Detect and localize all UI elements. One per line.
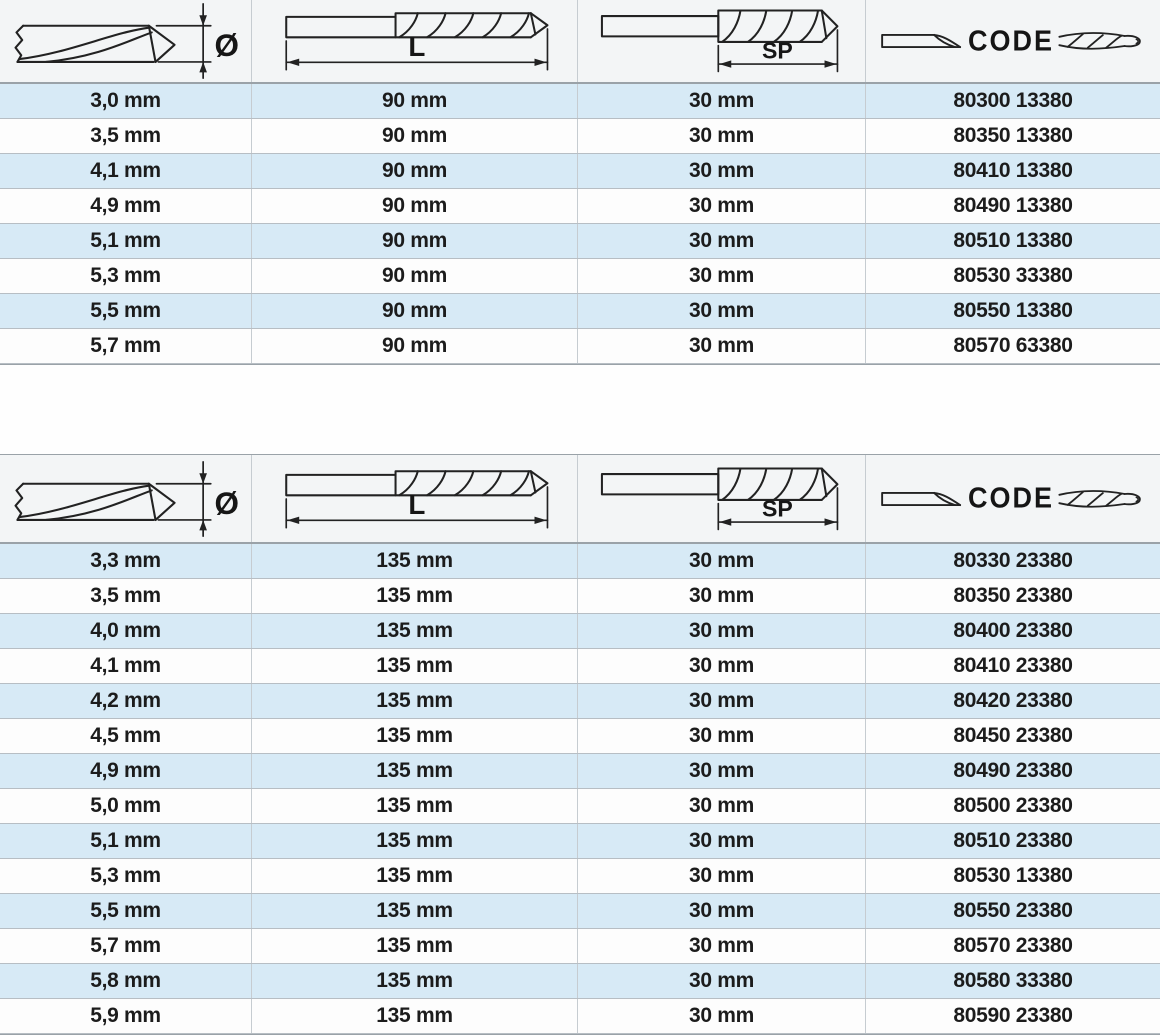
length-cell: 135 mm: [252, 579, 578, 613]
code-cell: 80400 23380: [953, 619, 1073, 642]
diameter-cell: 3,5 mm: [0, 579, 252, 613]
table-row: [0, 329, 1160, 364]
split-point-drill-icon: [589, 460, 855, 538]
code-cell: 80350 13380: [953, 124, 1073, 147]
column-header-length: [252, 455, 578, 542]
diameter-cell: 4,9 mm: [0, 189, 252, 223]
diameter-cell: 4,0 mm: [0, 614, 252, 648]
split-point-cell: 30 mm: [578, 154, 866, 188]
split-point-cell: 30 mm: [578, 859, 866, 893]
split-point-drill-icon: [589, 2, 855, 80]
code-cell: 80550 23380: [953, 899, 1073, 922]
split-point-cell: 30 mm: [578, 824, 866, 858]
column-header-length: [252, 0, 578, 82]
length-cell: 135 mm: [252, 894, 578, 928]
code-cell: 80590 23380: [953, 1004, 1073, 1027]
split-point-cell: 30 mm: [578, 119, 866, 153]
table-row: [0, 224, 1160, 259]
code-cell: 80490 23380: [953, 759, 1073, 782]
diameter-cell: 5,1 mm: [0, 824, 252, 858]
table-row: [0, 999, 1160, 1034]
split-point-cell: 30 mm: [578, 964, 866, 998]
drill-table-135mm: [0, 454, 1160, 1035]
length-cell: 135 mm: [252, 719, 578, 753]
code-cell: 80550 13380: [953, 299, 1073, 322]
table-row: [0, 614, 1160, 649]
code-cell: 80300 13380: [953, 89, 1073, 112]
code-flutes-icon: [1056, 28, 1148, 54]
length-cell: 90 mm: [252, 119, 578, 153]
table-body: [0, 84, 1160, 364]
table-row: [0, 894, 1160, 929]
length-cell: 90 mm: [252, 294, 578, 328]
code-cell: 80530 13380: [953, 864, 1073, 887]
diameter-drill-icon: [6, 1, 246, 81]
code-cell: 80500 23380: [953, 794, 1073, 817]
code-cell: 80570 63380: [953, 334, 1073, 357]
split-point-symbol-label: SP: [761, 495, 793, 522]
diameter-cell: 5,8 mm: [0, 964, 252, 998]
split-point-cell: 30 mm: [578, 544, 866, 578]
column-header-code: [866, 0, 1160, 82]
length-symbol-label: L: [407, 30, 425, 62]
length-cell: 90 mm: [252, 84, 578, 118]
split-point-cell: 30 mm: [578, 789, 866, 823]
table-header: [0, 455, 1160, 544]
length-cell: 135 mm: [252, 789, 578, 823]
diameter-cell: 4,9 mm: [0, 754, 252, 788]
split-point-cell: 30 mm: [578, 649, 866, 683]
table-row: [0, 294, 1160, 329]
length-cell: 90 mm: [252, 259, 578, 293]
code-shank-icon: [878, 28, 966, 54]
diameter-cell: 4,5 mm: [0, 719, 252, 753]
table-row: [0, 649, 1160, 684]
length-cell: 90 mm: [252, 189, 578, 223]
code-cell: 80530 33380: [953, 264, 1073, 287]
split-point-cell: 30 mm: [578, 929, 866, 963]
split-point-cell: 30 mm: [578, 259, 866, 293]
diameter-drill-icon: [6, 459, 246, 539]
split-point-cell: 30 mm: [578, 754, 866, 788]
split-point-cell: 30 mm: [578, 614, 866, 648]
table-row: [0, 859, 1160, 894]
table-row: [0, 684, 1160, 719]
diameter-cell: 5,1 mm: [0, 224, 252, 258]
split-point-cell: 30 mm: [578, 999, 866, 1033]
code-flutes-icon: [1056, 486, 1148, 512]
split-point-cell: 30 mm: [578, 684, 866, 718]
length-cell: 135 mm: [252, 544, 578, 578]
length-cell: 135 mm: [252, 999, 578, 1033]
length-drill-icon: [264, 2, 566, 80]
length-cell: 135 mm: [252, 859, 578, 893]
code-header-label: CODE: [967, 482, 1054, 514]
diameter-cell: 4,2 mm: [0, 684, 252, 718]
table-row: [0, 964, 1160, 999]
code-shank-icon: [878, 486, 966, 512]
diameter-cell: 5,0 mm: [0, 789, 252, 823]
diameter-cell: 3,5 mm: [0, 119, 252, 153]
code-cell: 80450 23380: [953, 724, 1073, 747]
table-row: [0, 189, 1160, 224]
length-cell: 90 mm: [252, 329, 578, 363]
length-cell: 135 mm: [252, 929, 578, 963]
code-cell: 80510 23380: [953, 829, 1073, 852]
column-header-split-point: [578, 0, 866, 82]
split-point-cell: 30 mm: [578, 189, 866, 223]
length-cell: 90 mm: [252, 154, 578, 188]
split-point-cell: 30 mm: [578, 329, 866, 363]
split-point-cell: 30 mm: [578, 294, 866, 328]
table-row: [0, 84, 1160, 119]
code-cell: 80410 23380: [953, 654, 1073, 677]
code-cell: 80410 13380: [953, 159, 1073, 182]
diameter-cell: 5,3 mm: [0, 859, 252, 893]
code-cell: 80570 23380: [953, 934, 1073, 957]
diameter-cell: 5,7 mm: [0, 929, 252, 963]
diameter-symbol-label: Ø: [214, 485, 239, 521]
code-cell: 80490 13380: [953, 194, 1073, 217]
length-cell: 135 mm: [252, 684, 578, 718]
diameter-symbol-label: Ø: [214, 28, 239, 64]
table-row: [0, 789, 1160, 824]
length-cell: 135 mm: [252, 614, 578, 648]
length-cell: 135 mm: [252, 824, 578, 858]
code-header-label: CODE: [967, 24, 1054, 57]
code-cell: 80580 33380: [953, 969, 1073, 992]
split-point-cell: 30 mm: [578, 224, 866, 258]
length-drill-icon: [264, 460, 566, 538]
diameter-cell: 5,5 mm: [0, 294, 252, 328]
column-header-code: [866, 455, 1160, 542]
split-point-cell: 30 mm: [578, 84, 866, 118]
code-cell: 80350 23380: [953, 584, 1073, 607]
code-cell: 80510 13380: [953, 229, 1073, 252]
diameter-cell: 5,7 mm: [0, 329, 252, 363]
table-row: [0, 259, 1160, 294]
diameter-cell: 4,1 mm: [0, 649, 252, 683]
table-row: [0, 579, 1160, 614]
column-header-split-point: [578, 455, 866, 542]
diameter-cell: 5,5 mm: [0, 894, 252, 928]
split-point-cell: 30 mm: [578, 894, 866, 928]
length-symbol-label: L: [407, 488, 425, 520]
drill-table-90mm: [0, 0, 1160, 365]
diameter-cell: 5,9 mm: [0, 999, 252, 1033]
column-header-diameter: [0, 455, 252, 542]
length-cell: 135 mm: [252, 964, 578, 998]
split-point-symbol-label: SP: [761, 37, 793, 64]
table-row: [0, 119, 1160, 154]
diameter-cell: 3,0 mm: [0, 84, 252, 118]
length-cell: 90 mm: [252, 224, 578, 258]
table-row: [0, 824, 1160, 859]
code-cell: 80420 23380: [953, 689, 1073, 712]
table-row: [0, 719, 1160, 754]
table-row: [0, 929, 1160, 964]
table-row: [0, 154, 1160, 189]
diameter-cell: 3,3 mm: [0, 544, 252, 578]
table-body: [0, 544, 1160, 1034]
table-row: [0, 754, 1160, 789]
split-point-cell: 30 mm: [578, 719, 866, 753]
length-cell: 135 mm: [252, 649, 578, 683]
split-point-cell: 30 mm: [578, 579, 866, 613]
length-cell: 135 mm: [252, 754, 578, 788]
code-cell: 80330 23380: [953, 549, 1073, 572]
diameter-cell: 4,1 mm: [0, 154, 252, 188]
table-header: [0, 0, 1160, 84]
column-header-diameter: [0, 0, 252, 82]
diameter-cell: 5,3 mm: [0, 259, 252, 293]
table-row: [0, 544, 1160, 579]
